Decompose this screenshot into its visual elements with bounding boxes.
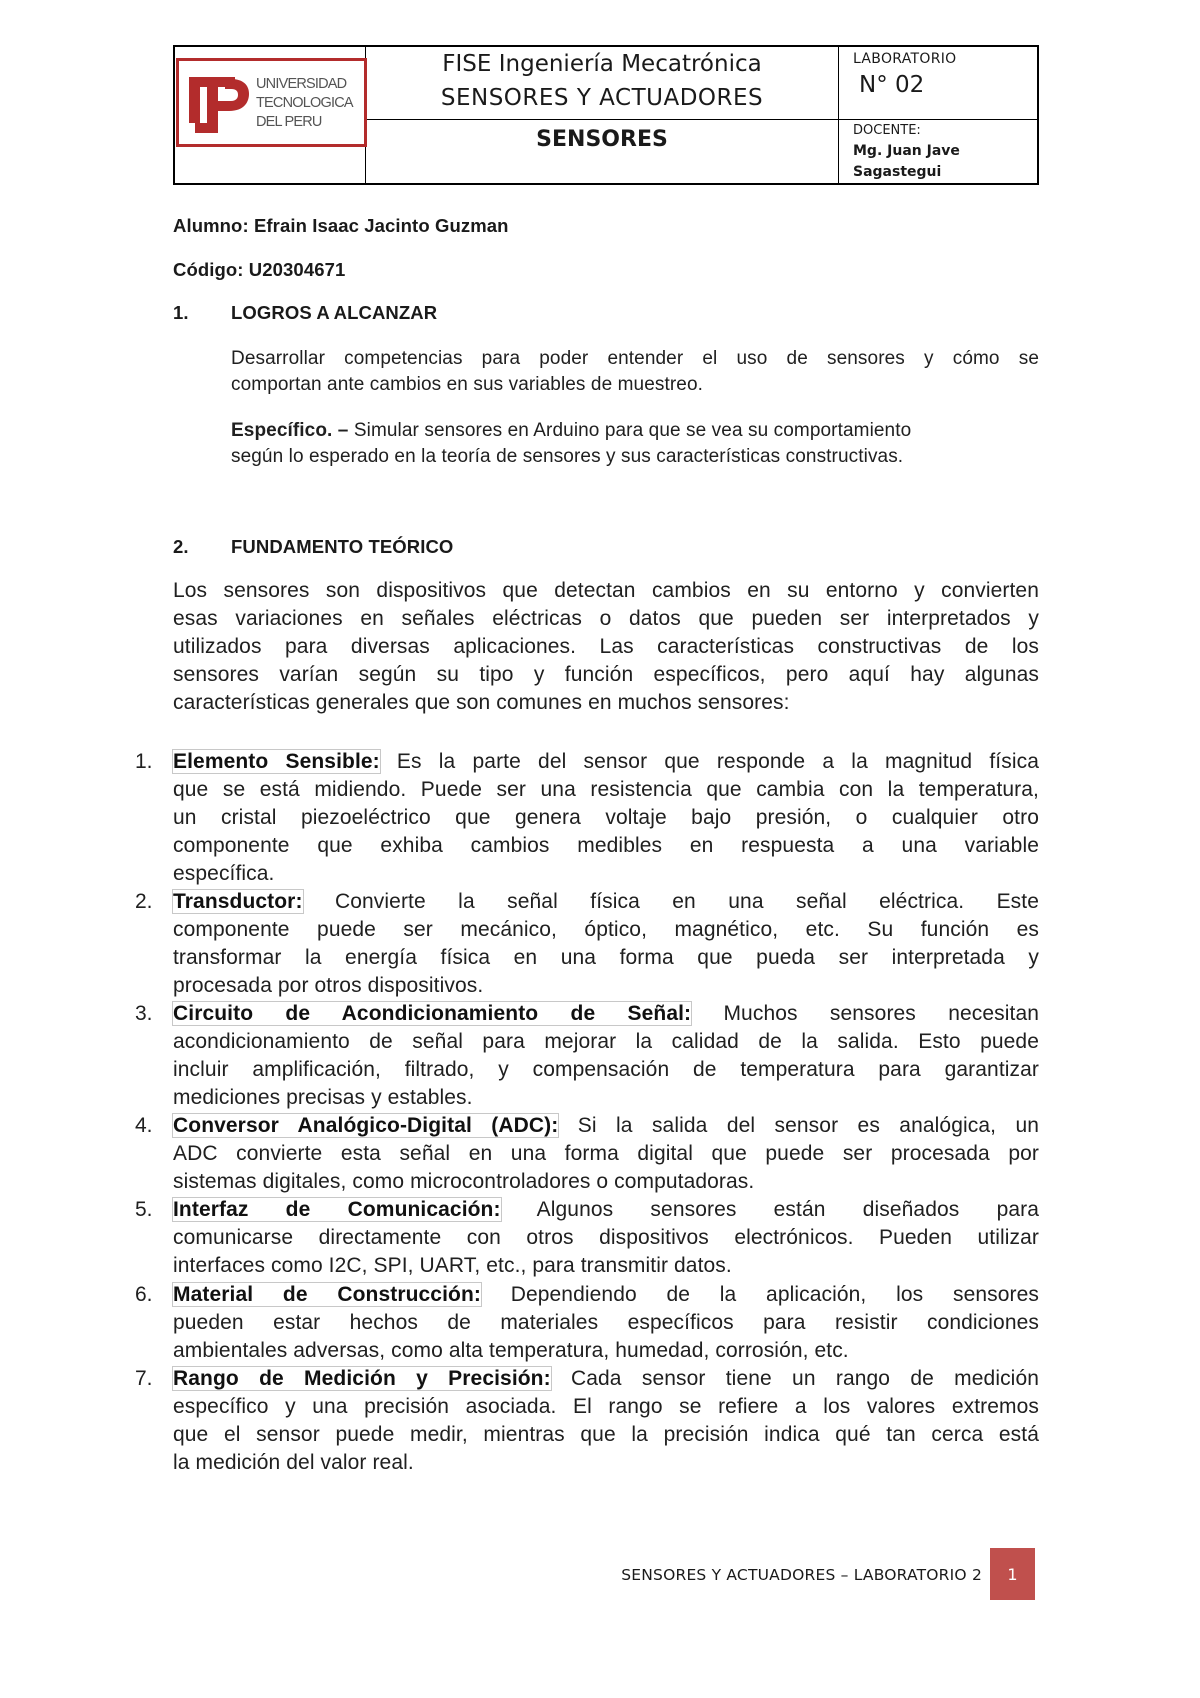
- list-item-text: Si la salida del sensor es analógica, un: [577, 1114, 1039, 1137]
- list-item-line: acondicionamiento de señal para mejorar la calidad de la salida. Esto puede: [173, 1030, 1039, 1053]
- list-item-text: Algunos sensores están diseñados para: [536, 1198, 1040, 1221]
- section-number: 1.: [173, 302, 189, 323]
- logo-wordmark: [256, 75, 353, 132]
- list-item-number: 5.: [135, 1198, 153, 1221]
- page-number: 1: [990, 1548, 1035, 1600]
- list-item-term: Circuito de Acondicionamiento de Señal:: [173, 1002, 692, 1025]
- list-item-line: específica.: [173, 862, 275, 885]
- list-item-number: 3.: [135, 1002, 153, 1025]
- list-item: [173, 748, 1039, 776]
- student-code: Código: U20304671: [173, 259, 346, 280]
- paragraph-line: Desarrollar competencias para poder entender el uso de sensores y cómo se: [231, 348, 1039, 369]
- paragraph-line: Los sensores son dispositivos que detectan cambios en su entorno y convierten: [173, 579, 1039, 602]
- list-item-line: comunicarse directamente con otros dispositivos electrónicos. Pueden utilizar: [173, 1226, 1039, 1249]
- list-item-line: pueden estar hechos de materiales específicos para resistir condiciones: [173, 1311, 1039, 1334]
- docente-name: Sagastegui: [853, 164, 942, 180]
- list-item-term: Interfaz de Comunicación:: [173, 1198, 501, 1221]
- list-item-line: ambientales adversas, como alta temperatura, humedad, corrosión, etc.: [173, 1339, 849, 1362]
- list-item-text: Dependiendo de la aplicación, los sensores: [510, 1283, 1039, 1306]
- list-item-number: 4.: [135, 1114, 153, 1137]
- list-item-number: 1.: [135, 750, 153, 773]
- list-item-number: 6.: [135, 1283, 153, 1306]
- topic-title: SENSORES: [536, 127, 668, 152]
- list-item: [173, 1112, 1039, 1140]
- paragraph-line: comportan ante cambios en sus variables de muestreo.: [231, 374, 703, 395]
- document-header-table: [173, 45, 1039, 185]
- list-item-number: 2.: [135, 890, 153, 913]
- section-title: LOGROS A ALCANZAR: [231, 302, 438, 323]
- list-item-line: la medición del valor real.: [173, 1451, 414, 1474]
- section-number: 2.: [173, 536, 189, 557]
- section-heading: [173, 299, 1039, 327]
- faculty-title: FISE Ingeniería Mecatrónica: [442, 51, 762, 77]
- list-item-text: Muchos sensores necesitan: [723, 1002, 1040, 1025]
- lab-number: N° 02: [859, 72, 925, 98]
- list-item: [173, 1281, 1039, 1309]
- list-item-term: Elemento Sensible:: [173, 750, 380, 773]
- list-item-line: que el sensor puede medir, mientras que la precisión indica qué tan cerca está: [173, 1423, 1039, 1446]
- paragraph-line: según lo esperado en la teoría de sensores y sus características constructivas.: [231, 446, 904, 467]
- list-item-line: un cristal piezoeléctrico que genera voltaje bajo presión, o cualquier otro: [173, 806, 1039, 829]
- list-item-term: Conversor Analógico-Digital (ADC):: [173, 1114, 559, 1137]
- list-item-line: interfaces como I2C, SPI, UART, etc., para transmitir datos.: [173, 1254, 732, 1277]
- lab-label: LABORATORIO: [853, 51, 957, 67]
- list-item-line: ADC convierte esta señal en una forma digital que puede ser procesada por: [173, 1142, 1039, 1165]
- paragraph-line: utilizados para diversas aplicaciones. Las características constructivas de los: [173, 635, 1039, 658]
- logo-line: UNIVERSIDAD: [256, 76, 347, 92]
- list-item: [173, 1196, 1039, 1224]
- list-item-term: Transductor:: [173, 890, 303, 913]
- course-title: SENSORES Y ACTUADORES: [440, 85, 764, 111]
- list-item-text: Cada sensor tiene un rango de medición: [570, 1367, 1040, 1390]
- list-item-term: Material de Construcción:: [173, 1283, 481, 1306]
- section-title: FUNDAMENTO TEÓRICO: [231, 536, 454, 557]
- list-item-line: componente que exhiba cambios medibles en respuesta a una variable: [173, 834, 1039, 857]
- list-item-text: Convierte la señal física en una señal eléctrica. Este: [334, 890, 1039, 913]
- student-name: Alumno: Efrain Isaac Jacinto Guzman: [173, 215, 509, 236]
- paragraph-line: esas variaciones en señales eléctricas o datos que pueden ser interpretados y: [173, 607, 1039, 630]
- page-footer: SENSORES Y ACTUADORES – LABORATORIO 2: [621, 1566, 982, 1584]
- docente-name: Mg. Juan Jave: [853, 143, 960, 159]
- university-logo: [176, 58, 367, 147]
- paragraph-line: sensores varían según su tipo y función específicos, pero aquí hay algunas: [173, 663, 1039, 686]
- specific-objective: [231, 418, 1039, 444]
- paragraph-line: características generales que son comunes en muchos sensores:: [173, 691, 790, 714]
- utp-logo-icon: [185, 67, 251, 139]
- docente-label: DOCENTE:: [853, 123, 921, 138]
- list-item-number: 7.: [135, 1367, 153, 1390]
- header-divider: [838, 47, 839, 183]
- list-item-line: procesada por otros dispositivos.: [173, 974, 484, 997]
- list-item-line: mediciones precisas y estables.: [173, 1086, 473, 1109]
- header-divider: [365, 119, 1037, 120]
- list-item-line: transformar la energía física en una forma que pueda ser interpretada y: [173, 946, 1039, 969]
- list-item: [173, 1000, 1039, 1028]
- list-item: [173, 1365, 1039, 1393]
- list-item-line: componente puede ser mecánico, óptico, magnético, etc. Su función es: [173, 918, 1039, 941]
- list-item-line: que se está midiendo. Puede ser una resistencia que cambia con la temperatura,: [173, 778, 1039, 801]
- list-item-line: sistemas digitales, como microcontroladores o computadoras.: [173, 1170, 755, 1193]
- logo-line: TECNOLOGICA: [256, 95, 353, 111]
- list-item-text: Es la parte del sensor que responde a la magnitud física: [396, 750, 1039, 773]
- section-heading: [173, 533, 1039, 561]
- logo-line: DEL PERU: [256, 114, 322, 130]
- list-item-line: incluir amplificación, filtrado, y compensación de temperatura para garantizar: [173, 1058, 1039, 1081]
- specific-text: Simular sensores en Arduino para que se vea su comportamiento: [353, 420, 912, 441]
- specific-label: Específico. –: [231, 420, 349, 441]
- list-item-line: específico y una precisión asociada. El rango se refiere a los valores extremos: [173, 1395, 1039, 1418]
- list-item-term: Rango de Medición y Precisión:: [173, 1367, 551, 1390]
- list-item: [173, 888, 1039, 916]
